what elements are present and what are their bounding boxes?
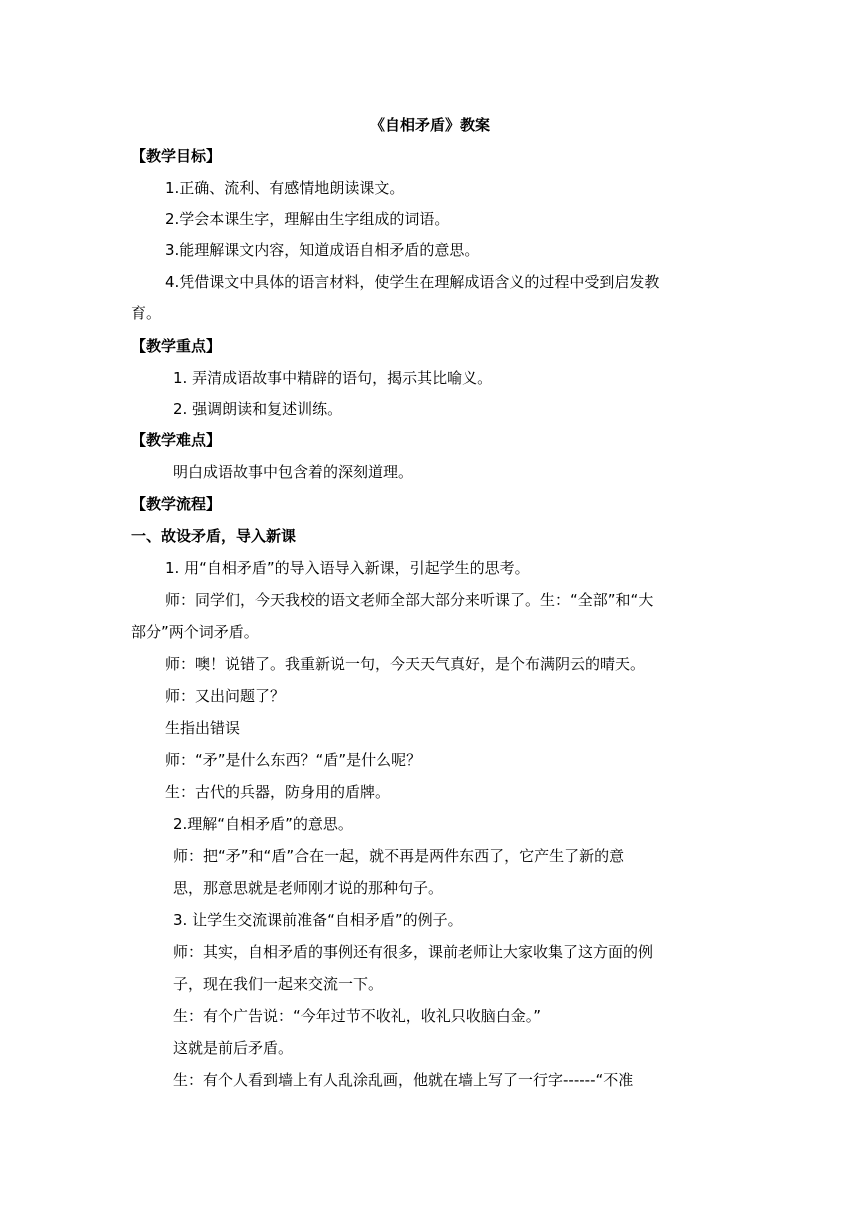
process-line: 师：把“矛”和“盾”合在一起，就不再是两件东西了，它产生了新的意 [173,847,625,865]
difficulties-heading: 【教学难点】 [131,431,222,449]
goals-heading: 【教学目标】 [131,147,222,165]
process-line: 部分”两个词矛盾。 [131,623,259,641]
process-line: 2.理解“自相矛盾”的意思。 [173,815,353,833]
process-line: 师：其实，自相矛盾的事例还有很多，课前老师让大家收集了这方面的例 [173,943,654,961]
key-point-item: 1. 弄清成语故事中精辟的语句，揭示其比喻义。 [173,369,493,387]
process-part1-heading: 一、故设矛盾，导入新课 [131,527,297,545]
process-line: 师：又出问题了？ [165,687,286,705]
process-line: 生：有个人看到墙上有人乱涂乱画，他就在墙上写了一行字------“不准 [173,1071,634,1089]
difficulty-item: 明白成语故事中包含着的深刻道理。 [173,463,414,481]
process-line: 生：有个广告说：“今年过节不收礼，收礼只收脑白金。” [173,1007,542,1025]
process-line: 师：“矛”是什么东西？“盾”是什么呢？ [165,751,422,769]
goal-item-continued: 育。 [131,304,162,322]
goal-item: 2.学会本课生字，理解由生字组成的词语。 [165,210,450,228]
process-line: 子，现在我们一起来交流一下。 [173,975,384,993]
process-line: 生：古代的兵器，防身用的盾牌。 [165,783,391,801]
process-line: 生指出错误 [165,719,241,737]
process-heading: 【教学流程】 [131,495,222,513]
key-point-item: 2. 强调朗读和复述训练。 [173,400,343,418]
process-line: 3. 让学生交流课前准备“自相矛盾”的例子。 [173,911,463,929]
process-line: 这就是前后矛盾。 [173,1039,294,1057]
process-line: 师：噢！说错了。我重新说一句，今天天气真好，是个布满阴云的晴天。 [165,655,646,673]
document-title: 《自相矛盾》教案 [369,116,490,134]
process-line: 师：同学们，今天我校的语文老师全部大部分来听课了。生：“全部”和“大 [165,591,654,609]
process-line: 1. 用“自相矛盾”的导入语导入新课，引起学生的思考。 [165,559,530,577]
key-points-heading: 【教学重点】 [131,337,222,355]
process-line: 思，那意思就是老师刚才说的那种句子。 [173,879,444,897]
goal-item: 3.能理解课文内容，知道成语自相矛盾的意思。 [165,241,480,259]
goal-item: 4.凭借课文中具体的语言材料，使学生在理解成语含义的过程中受到启发教 [165,273,660,291]
goal-item: 1.正确、流利、有感情地朗读课文。 [165,179,405,197]
